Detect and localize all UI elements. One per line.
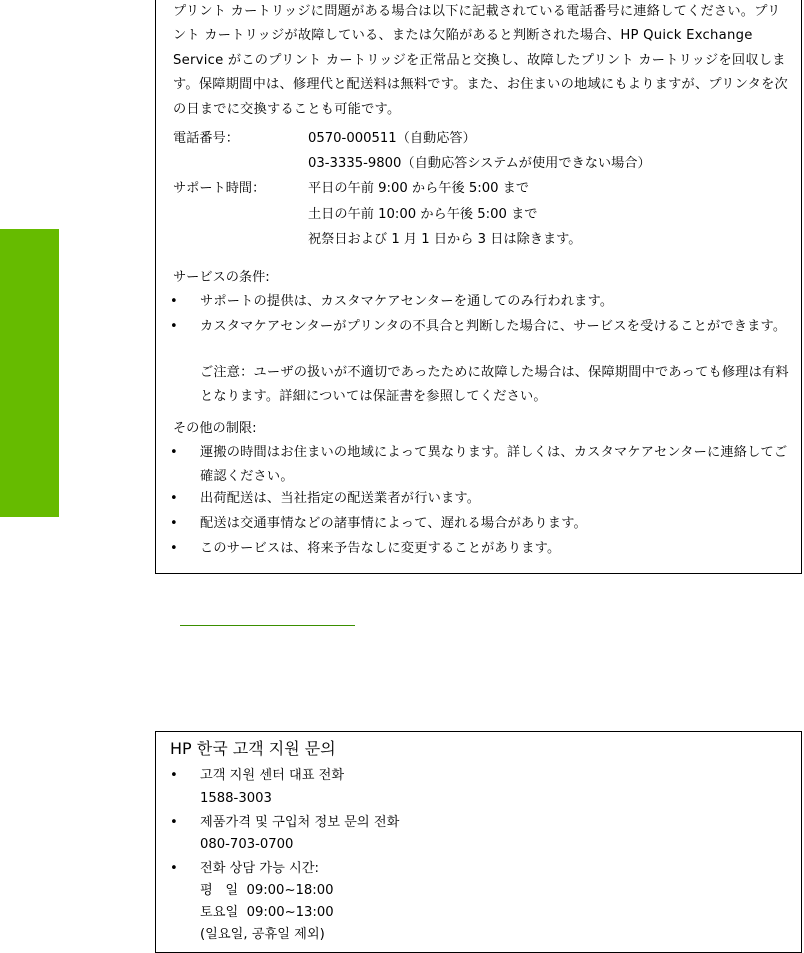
kr-item-line: (일요일, 공휴일 제외) — [200, 927, 325, 942]
hours-label: サポート時間： — [173, 181, 266, 196]
kr-item-label: 전화 상담 가능 시간: — [200, 861, 319, 876]
limits-heading: その他の制限: — [173, 421, 257, 436]
bullet-icon: • — [170, 294, 178, 309]
hours-line-2: 土日の午前 10:00 から午後 5:00 まで — [308, 207, 538, 222]
hours-line-1: 平日の午前 9:00 から午後 5:00 まで — [308, 181, 530, 196]
bullet-icon: • — [170, 319, 178, 334]
kr-item-line: 평 일 09:00~18:00 — [200, 883, 334, 898]
phone-number-1: 0570-000511（自動応答） — [308, 131, 476, 146]
bullet-icon: • — [170, 768, 178, 783]
phone-number-2: 03-3335-9800（自動応答システムが使用できない場合） — [308, 156, 651, 171]
conditions-heading: サービスの条件: — [173, 270, 270, 285]
bullet-icon: • — [170, 541, 178, 556]
kr-item-label: 고객 지원 센터 대표 전화 — [200, 768, 345, 783]
section-divider — [180, 625, 355, 626]
japan-support-box — [155, 0, 802, 574]
limit-item: 配送は交通事情などの諸事情によって、遅れる場合があります。 — [200, 516, 587, 531]
phone-label: 電話番号： — [173, 131, 239, 146]
condition-item: サポートの提供は、カスタマケアセンターを通してのみ行われます。 — [200, 294, 614, 309]
limit-item: このサービスは、将来予告なしに変更することがあります。 — [200, 541, 561, 556]
intro-paragraph: プリント カートリッジに問題がある場合は以下に記載されている電話番号に連絡してください。プリント カートリッジが故障している、または欠陥があると判断された場合、HP Quick Exchange Service がこのプリント カートリッジを正常品と交換し、故障したプリント カートリッジを回収します。保障期間中は、修理代と配送料は無料です。また、お住まいの地域にもよりますが、プリンタを次の日までに交換することも可能です。 — [173, 4, 788, 117]
section-side-tab — [0, 229, 59, 517]
bullet-icon: • — [170, 861, 178, 876]
bullet-icon: • — [170, 445, 178, 460]
korea-support-box — [155, 731, 802, 953]
kr-item-label: 제품가격 및 구입처 정보 문의 전화 — [200, 815, 400, 830]
korea-support-title: HP 한국 고객 지원 문의 — [170, 739, 336, 758]
hours-line-3: 祝祭日および 1 月 1 日から 3 日は除きます。 — [308, 232, 582, 247]
kr-item-line: 080-703-0700 — [200, 837, 294, 852]
condition-item: カスタマケアセンターがプリンタの不具合と判断した場合に、サービスを受けることができます。 — [200, 319, 787, 334]
kr-item-line: 토요일 09:00~13:00 — [200, 905, 334, 920]
bullet-icon: • — [170, 491, 178, 506]
caution-note: ご注意：ユーザの扱いが不適切であったために故障した場合は、保障期間中であっても修理は有料となります。詳細については保証書を参照してください。 — [200, 365, 789, 404]
bullet-icon: • — [170, 516, 178, 531]
kr-item-line: 1588-3003 — [200, 791, 272, 806]
limit-item: 出荷配送は、当社指定の配送業者が行います。 — [200, 491, 481, 506]
bullet-icon: • — [170, 815, 178, 830]
limit-item: 運搬の時間はお住まいの地域によって異なります。詳しくは、カスタマケアセンターに連絡してご確認ください。 — [200, 445, 788, 484]
